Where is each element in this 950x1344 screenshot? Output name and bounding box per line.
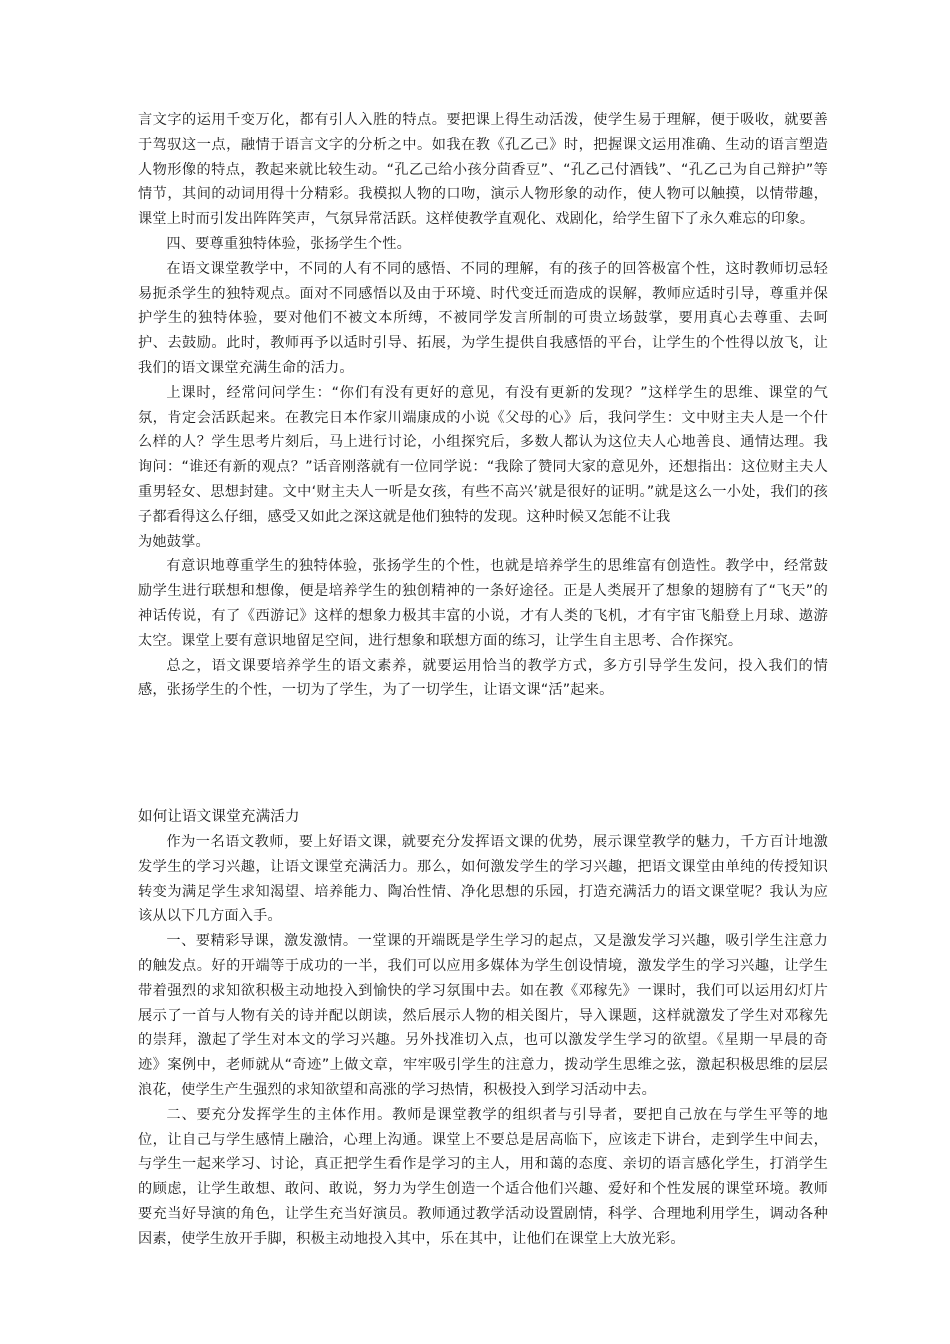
paragraph: 总之，语文课要培养学生的语文素养，就要运用恰当的教学方式，多方引导学生发问，投入我们的情感，张扬学生的个性，一切为了学生，为了一切学生，让语文课“活”起来。 [138, 657, 828, 699]
paragraph: 言文字的运用千变万化，都有引人入胜的特点。要把课上得生动活泼，使学生易于理解，便于吸收，就要善于驾驭这一点，融情于语言文字的分析之中。如我在教《孔乙己》时，把握课文运用准确、生动的语言塑造人物形像的特点，教起来就比较生动。“孔乙己给小孩分茴香豆”、“孔乙己付酒钱”、“孔乙己为自己辩护”等情节，其间的动词用得十分精彩。我模拟人物的口吻，演示人物形象的动作，使人物可以触摸，以情带趣，课堂上时而引发出阵阵笑声，气氛异常活跃。这样使教学直观化、戏剧化，给学生留下了永久难忘的印象。 [138, 112, 828, 228]
paragraph: 一、要精彩导课，激发激情。一堂课的开端既是学生学习的起点，又是激发学习兴趣，吸引学生注意力的触发点。好的开端等于成功的一半，我们可以应用多媒体为学生创设情境，激发学生的学习兴趣，让学生带着强烈的求知欲积极主动地投入到愉快的学习氛围中去。如在教《邓稼先》一课时，我们可以运用幻灯片展示了一首与人物有关的诗并配以朗读，然后展示人物的相关图片，导入课题，这样就激发了学生对邓稼先的崇拜，激起了学生对本文的学习兴趣。另外找准切入点，也可以激发学生学习的欲望。《星期一早晨的奇迹》案例中，老师就从“奇迹”上做文章，牢牢吸引学生的注意力，拨动学生思维之弦，激起积极思维的层层浪花，使学生产生强烈的求知欲望和高涨的学习热情，积极投入到学习活动中去。 [138, 933, 828, 1098]
section-heading: 四、要尊重独特体验，张扬学生个性。 [166, 235, 411, 252]
document-article [138, 804, 828, 1252]
paragraph: 作为一名语文教师，要上好语文课，就要充分发挥语文课的优势，展示课堂教学的魅力，千方百计地激发学生的学习兴趣，让语文课堂充满活力。那么，如何激发学生的学习兴趣，把语文课堂由单纯的传授知识转变为满足学生求知渴望、培养能力、陶冶性情、净化思想的乐园，打造充满活力的语文课堂呢？我认为应该从以下几方面入手。 [138, 834, 828, 925]
paragraph: 上课时，经常问问学生：“你们有没有更好的意见，有没有更新的发现？”这样学生的思维、课堂的气氛，肯定会活跃起来。在教完日本作家川端康成的小说《父母的心》后，我问学生：文中财主夫人是一个什么样的人？学生思考片刻后，马上进行讨论，小组探究后，多数人都认为这位夫人心地善良、通情达理。我询问：“谁还有新的观点？”话音刚落就有一位同学说：“我除了赞同大家的意见外，还想指出：这位财主夫人重男轻女、思想封建。文中‘财主夫人一听是女孩，有些不高兴’就是很好的证明。”就是这么一小处，我们的孩子都看得这么仔细，感受又如此之深这就是他们独特的发现。这种时候又怎能不让我 [138, 384, 828, 525]
paragraph: 二、要充分发挥学生的主体作用。教师是课堂教学的组织者与引导者，要把自己放在与学生平等的地位，让自己与学生感情上融洽，心理上沟通。课堂上不要总是居高临下，应该走下讲台，走到学生中间去，与学生一起来学习、讨论，真正把学生看作是学习的主人，用和蔼的态度、亲切的语言感化学生，打消学生的顾虑，让学生敢想、敢问、敢说，努力为学生创造一个适合他们兴趣、爱好和个性发展的课堂环境。教师要充当好导演的角色，让学生充当好演员。教师通过教学活动设置剧情，科学、合理地利用学生，调动各种因素，使学生放开手脚，积极主动地投入其中，乐在其中，让他们在课堂上大放光彩。 [138, 1106, 828, 1247]
article-title: 如何让语文课堂充满活力 [138, 809, 300, 825]
document-page-top [138, 108, 828, 703]
paragraph: 有意识地尊重学生的独特体验，张扬学生的个性，也就是培养学生的思维富有创造性。教学中，经常鼓励学生进行联想和想像，便是培养学生的独创精神的一条好途径。正是人类展开了想象的翅膀有了“飞天”的神话传说，有了《西游记》这样的想象力极其丰富的小说，才有人类的飞机，才有宇宙飞船登上月球、遨游太空。课堂上要有意识地留足空间，进行想象和联想方面的练习，让学生自主思考、合作探究。 [138, 558, 828, 649]
paragraph: 为她鼓掌。 [138, 533, 210, 550]
paragraph: 在语文课堂教学中，不同的人有不同的感悟、不同的理解，有的孩子的回答极富个性，这时教师切忌轻易扼杀学生的独特观点。面对不同感悟以及由于环境、时代变迁而造成的误解，教师应适时引导，尊重并保护学生的独特体验，要对他们不被文本所缚，不被同学发言所制的可贵立场鼓掌，要用真心去尊重、去呵护、去鼓励。此时，教师再予以适时引导、拓展，为学生提供自我感悟的平台，让学生的个性得以放飞，让我们的语文课堂充满生命的活力。 [138, 260, 828, 376]
